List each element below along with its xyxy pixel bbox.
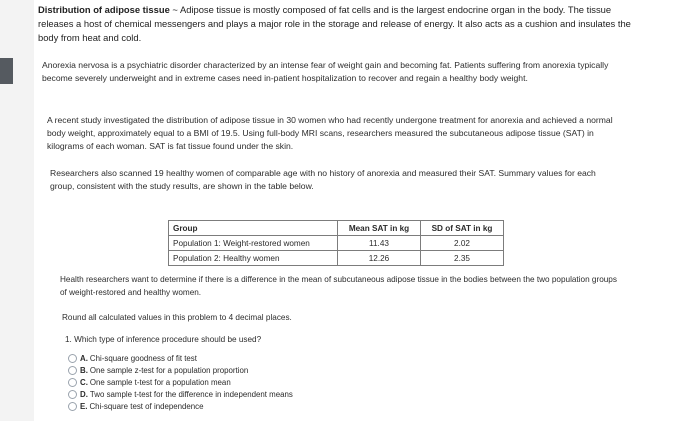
left-gutter: [0, 0, 34, 421]
intro-lead: Distribution of adipose tissue: [38, 4, 170, 15]
table-header-mean: Mean SAT in kg: [338, 221, 421, 236]
table-cell-group: Population 2: Healthy women: [169, 251, 338, 266]
radio-button-icon[interactable]: [68, 378, 77, 387]
option-text: Chi-square test of independence: [89, 401, 204, 411]
answer-option-c[interactable]: [68, 377, 468, 389]
option-text: One sample t-test for a population mean: [89, 377, 231, 387]
radio-button-icon[interactable]: [68, 402, 77, 411]
study-paragraph: A recent study investigated the distribution of adipose tissue in 30 women who had recently undergone treatment for anorexia and achieved a normal body weight, approximately equal to a BMI of 19.5. Using full-body MRI scans, researchers measured the subcutaneous adipose tissue (SAT) in kilograms of each woman. SAT is fat tissue found under the skin.: [47, 115, 613, 151]
radio-button-icon[interactable]: [68, 366, 77, 375]
table-cell-group: Population 1: Weight-restored women: [169, 236, 338, 251]
answer-option-b[interactable]: [68, 365, 468, 377]
answer-options: [68, 353, 468, 412]
answer-option-a[interactable]: [68, 353, 468, 365]
table-header-group: Group: [169, 221, 338, 236]
radio-button-icon[interactable]: [68, 354, 77, 363]
table-cell-sd: 2.35: [421, 251, 504, 266]
radio-button-icon[interactable]: [68, 390, 77, 399]
scan-paragraph: Researchers also scanned 19 healthy women of comparable age with no history of anorexia and measured their SAT. Summary values for each group, consistent with the study results, are shown in the table below.: [50, 168, 596, 191]
option-letter: B.: [80, 366, 88, 376]
table-cell-sd: 2.02: [421, 236, 504, 251]
table-row: [169, 236, 504, 251]
anorexia-paragraph: Anorexia nervosa is a psychiatric disorder characterized by an intense fear of weight gain and becoming fat. Patients suffering from anorexia typically become severely underweight and in extreme cases need in-patient hospitalization to recover and regain a healthy body weight.: [42, 60, 609, 83]
table-header-row: [169, 221, 504, 236]
intro-text: ~ Adipose tissue is mostly composed of fat cells and is the largest endocrine organ in the body. The tissue releases a host of chemical messengers and plays a major role in the storage and release of energy. It also acts as a cushion and insulates the body from heat and cold.: [38, 4, 631, 43]
option-letter: A.: [80, 354, 88, 364]
summary-table: [168, 220, 504, 266]
answer-option-e[interactable]: [68, 400, 468, 412]
table-row: [169, 251, 504, 266]
option-text: Chi-square goodness of fit test: [89, 354, 197, 364]
rounding-instruction: Round all calculated values in this problem to 4 decimal places.: [62, 313, 292, 322]
option-letter: D.: [80, 389, 88, 399]
option-text: Two sample t-test for the difference in independent means: [89, 389, 293, 399]
intro-paragraph: [38, 3, 638, 45]
goal-paragraph: Health researchers want to determine if there is a difference in the mean of subcutaneous adipose tissue in the bodies between the two population groups of weight-restored and healthy women.: [60, 275, 617, 297]
table-cell-mean: 12.26: [338, 251, 421, 266]
option-letter: C.: [80, 377, 88, 387]
side-tab-handle[interactable]: [0, 58, 13, 84]
option-letter: E.: [80, 401, 88, 411]
table-cell-mean: 11.43: [338, 236, 421, 251]
option-text: One sample z-test for a population proportion: [89, 366, 249, 376]
answer-option-d[interactable]: [68, 388, 468, 400]
question-prompt: 1. Which type of inference procedure should be used?: [65, 335, 262, 344]
table-header-sd: SD of SAT in kg: [421, 221, 504, 236]
